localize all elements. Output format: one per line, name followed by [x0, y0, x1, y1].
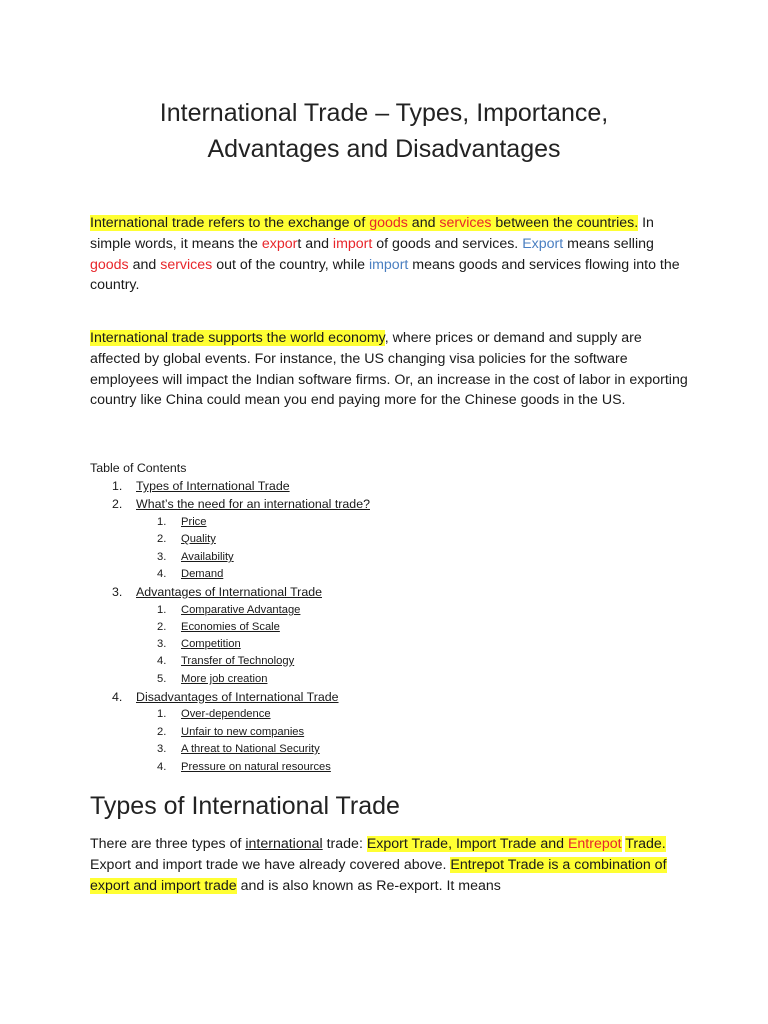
- text-segment: means goods and services flowing into the country.: [90, 256, 680, 294]
- text-segment: International trade refers to the exchange of: [90, 215, 370, 231]
- toc-sub-item[interactable]: [157, 516, 207, 528]
- text-segment: out of the country, while: [212, 256, 369, 273]
- keyword-services: services: [160, 256, 213, 273]
- toc-sub-item[interactable]: [157, 726, 304, 738]
- toc-link[interactable]: Price: [181, 516, 207, 528]
- toc-number: 3.: [157, 638, 167, 650]
- text-segment: and: [301, 235, 333, 252]
- toc-link[interactable]: A threat to National Security: [181, 743, 320, 755]
- toc-number: 4.: [112, 690, 123, 704]
- toc-item-need[interactable]: [112, 497, 370, 511]
- toc-link[interactable]: What’s the need for an international trade?: [136, 497, 370, 511]
- toc-item-disadvantages[interactable]: [112, 690, 339, 704]
- underlined-word: international: [245, 836, 323, 852]
- toc-link[interactable]: Quality: [181, 533, 216, 545]
- toc-sub-item[interactable]: [157, 673, 267, 685]
- text-segment: Export Trade, Import Trade and: [366, 836, 568, 852]
- toc-sub-item[interactable]: [157, 604, 300, 616]
- text-segment: In simple words, it means the: [90, 215, 654, 252]
- text-segment: Export and import trade we have already covered above.: [90, 856, 451, 873]
- toc-sub-item[interactable]: [157, 551, 234, 563]
- toc-sub-item[interactable]: [157, 621, 280, 633]
- toc-link[interactable]: Disadvantages of International Trade: [136, 690, 339, 704]
- toc-number: 4.: [157, 568, 167, 580]
- text-segment: and: [407, 215, 440, 231]
- toc-link[interactable]: Demand: [181, 568, 224, 580]
- economy-paragraph: [90, 328, 690, 411]
- toc-sub-item[interactable]: [157, 655, 294, 667]
- highlight-entrepot-definition: Entrepot Trade is a combination of export and import trade: [90, 856, 667, 894]
- keyword-export-partial: expor: [261, 235, 298, 252]
- page-title: [0, 95, 768, 167]
- toc-link[interactable]: Competition: [181, 638, 241, 650]
- toc-sub-item[interactable]: [157, 638, 241, 650]
- toc-item-advantages[interactable]: [112, 585, 322, 599]
- highlight-definition: [90, 215, 638, 231]
- text-segment: of goods and services.: [372, 235, 523, 252]
- toc-number: 4.: [157, 655, 167, 667]
- toc-sub-item[interactable]: [157, 708, 271, 720]
- title-line-2: Advantages and Disadvantages: [207, 135, 561, 163]
- keyword-goods: goods: [369, 215, 408, 231]
- keyword-import: import: [332, 235, 373, 252]
- text-segment: means selling: [563, 235, 654, 252]
- toc-number: 2.: [112, 497, 123, 511]
- toc-link[interactable]: Unfair to new companies: [181, 726, 305, 738]
- toc-link[interactable]: Advantages of International Trade: [136, 585, 322, 599]
- toc-number: 2.: [157, 533, 167, 545]
- highlight-types: [367, 836, 622, 852]
- keyword-export: Export: [522, 235, 564, 252]
- toc-item-types[interactable]: [112, 479, 290, 493]
- toc-number: 3.: [157, 551, 167, 563]
- toc-number: 2.: [157, 726, 167, 738]
- toc-number: 1.: [112, 479, 123, 493]
- text-segment: There are three types of: [90, 836, 246, 852]
- toc-link[interactable]: Over-dependence: [181, 708, 271, 720]
- toc-sub-item[interactable]: [157, 761, 331, 773]
- keyword-services: services: [439, 215, 492, 231]
- toc-link[interactable]: Economies of Scale: [181, 621, 280, 633]
- toc-sub-item[interactable]: [157, 533, 216, 545]
- toc-number: 1.: [157, 708, 167, 720]
- text-segment: , where prices or demand and supply are affected by global events. For instance, the US changing visa policies for the software employees will impact the Indian software firms. Or, an increase in the cost of labor in exporting country like China could mean you end paying more for the Chinese goods in the US.: [90, 330, 688, 409]
- text-segment: and: [128, 256, 161, 273]
- highlight-trade: Trade.: [625, 836, 666, 852]
- toc-link[interactable]: Pressure on natural resources: [181, 761, 331, 773]
- text-segment: between the countries.: [491, 215, 639, 231]
- section-heading: Types of International Trade: [90, 792, 400, 820]
- toc-sub-item[interactable]: [157, 568, 223, 580]
- toc-number: 1.: [157, 604, 167, 616]
- highlight-economy: International trade supports the world economy: [90, 330, 385, 346]
- keyword-import-blue: import: [368, 256, 409, 273]
- toc-number: 3.: [157, 743, 167, 755]
- toc-heading: Table of Contents: [90, 461, 187, 475]
- text-segment: and is also known as Re-export. It means: [236, 877, 501, 894]
- title-line-1: International Trade – Types, Importance,: [159, 99, 609, 127]
- toc-number: 1.: [157, 516, 167, 528]
- toc-number: 3.: [112, 585, 123, 599]
- toc-link[interactable]: Availability: [181, 551, 234, 563]
- toc-link[interactable]: Comparative Advantage: [181, 604, 301, 616]
- text-segment: t: [297, 235, 302, 252]
- intro-paragraph: [90, 213, 690, 296]
- toc-link[interactable]: Types of International Trade: [136, 479, 290, 493]
- toc-link[interactable]: Transfer of Technology: [181, 655, 295, 667]
- keyword-entrepot: Entrepot: [567, 836, 622, 852]
- toc-number: 5.: [157, 673, 167, 685]
- toc-number: 4.: [157, 761, 167, 773]
- types-paragraph: [90, 834, 690, 896]
- text-segment: trade:: [322, 836, 367, 852]
- keyword-goods: goods: [90, 256, 129, 273]
- toc-sub-item[interactable]: [157, 743, 320, 755]
- toc-number: 2.: [157, 621, 167, 633]
- toc-link[interactable]: More job creation: [181, 673, 268, 685]
